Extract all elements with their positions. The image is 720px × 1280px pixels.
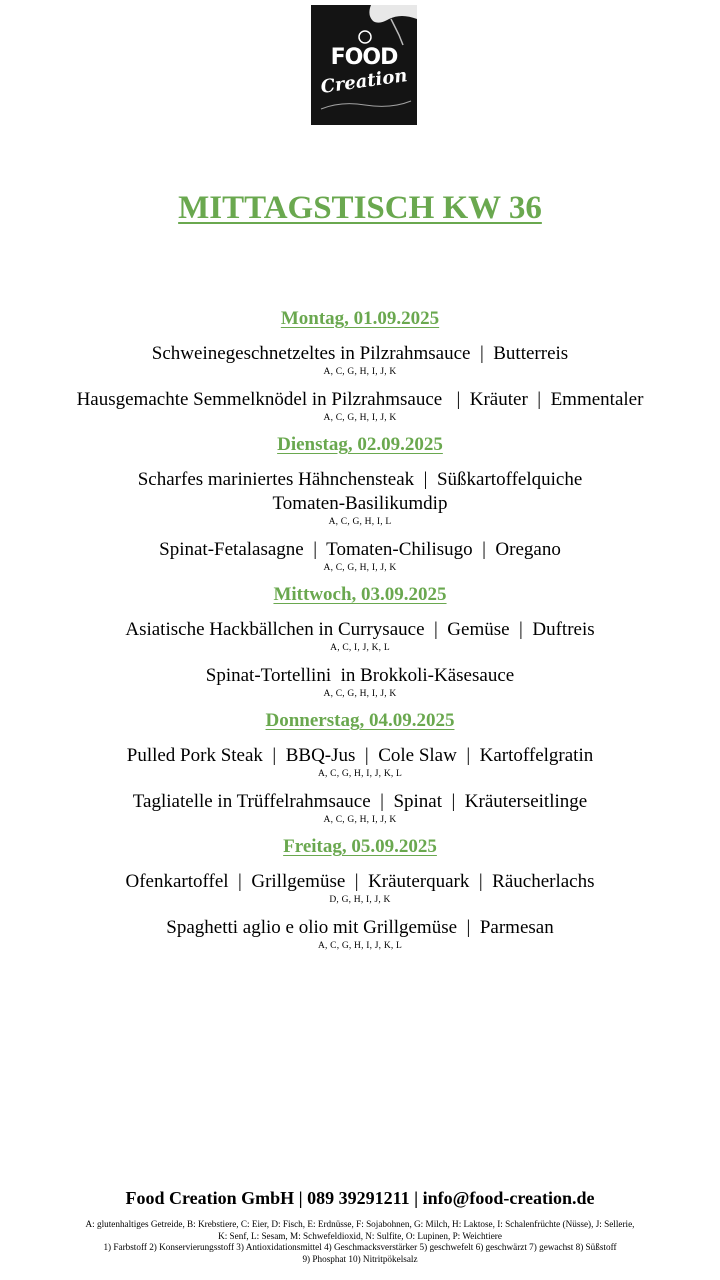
dish-allergens: A, C, G, H, I, L [328,517,392,527]
logo-food-text: FOOD [330,45,398,70]
day-monday [0,306,720,424]
dish-allergens: A, C, G, H, I, J, K [323,689,397,699]
day-heading: Montag, 01.09.2025 [280,308,440,329]
dish-name: Hausgemachte Semmelknödel in Pilzrahmsauce | Kräuter | Emmentaler [76,389,644,410]
food-creation-logo [311,5,417,125]
day-heading: Freitag, 05.09.2025 [283,836,437,857]
dish-name: Scharfes mariniertes Hähnchensteak | Süßkartoffelquiche [137,469,583,490]
dish-name: Spinat-Tortellini in Brokkoli-Käsesauce [205,665,515,686]
allergen-legend [0,1219,720,1265]
dish-allergens: D, G, H, I, J, K [329,895,391,905]
day-heading: Mittwoch, 03.09.2025 [273,584,447,605]
company-contact-line: Food Creation GmbH | 089 39291211 | info@food-creation.de [125,1188,595,1208]
dish [0,468,720,528]
dish-allergens: A, C, G, H, I, J, K [323,563,397,573]
dish-name: Schweinegeschnetzeltes in Pilzrahmsauce | Butterreis [151,343,569,364]
footer [0,1186,720,1265]
day-heading: Dienstag, 02.09.2025 [277,434,443,455]
dish [0,916,720,952]
dish-name: Tagliatelle in Trüffelrahmsauce | Spinat | Kräuterseitlinge [132,791,588,812]
dish-allergens: A, C, G, H, I, J, K, L [317,941,403,951]
dish [0,342,720,378]
dish [0,538,720,574]
dish-name: Pulled Pork Steak | BBQ-Jus | Cole Slaw | Kartoffelgratin [126,745,594,766]
dish-name: Ofenkartoffel | Grillgemüse | Kräuterquark | Räucherlachs [125,871,595,892]
allergen-legend-line: A: glutenhaltiges Getreide, B: Krebstiere, C: Eier, D: Fisch, E: Erdnüsse, F: Sojabohnen, G: Milch, H: Laktose, I: Schalenfrüchte (Nüsse), J: Sellerie, [85,1219,635,1229]
dish-allergens: A, C, G, H, I, J, K [323,367,397,377]
dish [0,388,720,424]
day-thursday [0,708,720,826]
dish-name-line-2: Tomaten-Basilikumdip [272,493,448,514]
dish-allergens: A, C, G, H, I, J, K [323,413,397,423]
dish-name: Asiatische Hackbällchen in Currysauce | Gemüse | Duftreis [125,619,595,640]
weekly-menu [0,306,720,960]
dish [0,870,720,906]
dish [0,618,720,654]
dish [0,664,720,700]
page-title: MITTAGSTISCH KW 36 [178,190,542,226]
dish [0,744,720,780]
day-heading: Donnerstag, 04.09.2025 [265,710,455,731]
dish-allergens: A, C, G, H, I, J, K, L [317,769,403,779]
logo-creation-text: Creation [319,65,409,98]
dish [0,790,720,826]
dish-name: Spaghetti aglio e olio mit Grillgemüse | Parmesan [166,917,554,938]
day-friday [0,834,720,952]
dish-allergens: A, C, I, J, K, L [330,643,390,653]
day-wednesday [0,582,720,700]
day-tuesday [0,432,720,574]
allergen-legend-line: K: Senf, L: Sesam, M: Schwefeldioxid, N: Sulfite, O: Lupinen, P: Weichtiere [218,1230,502,1241]
additive-legend-line: 1) Farbstoff 2) Konservierungsstoff 3) Antioxidationsmittel 4) Geschmacksverstärker 5) geschwefelt 6) geschwärzt 7) gewachst 8) Süßstoff [103,1242,617,1252]
dish-allergens: A, C, G, H, I, J, K [323,815,397,825]
additive-legend-line: 9) Phosphat 10) Nitritpökelsalz [302,1253,418,1264]
dish-name: Spinat-Fetalasagne | Tomaten-Chilisugo | Oregano [159,539,561,560]
